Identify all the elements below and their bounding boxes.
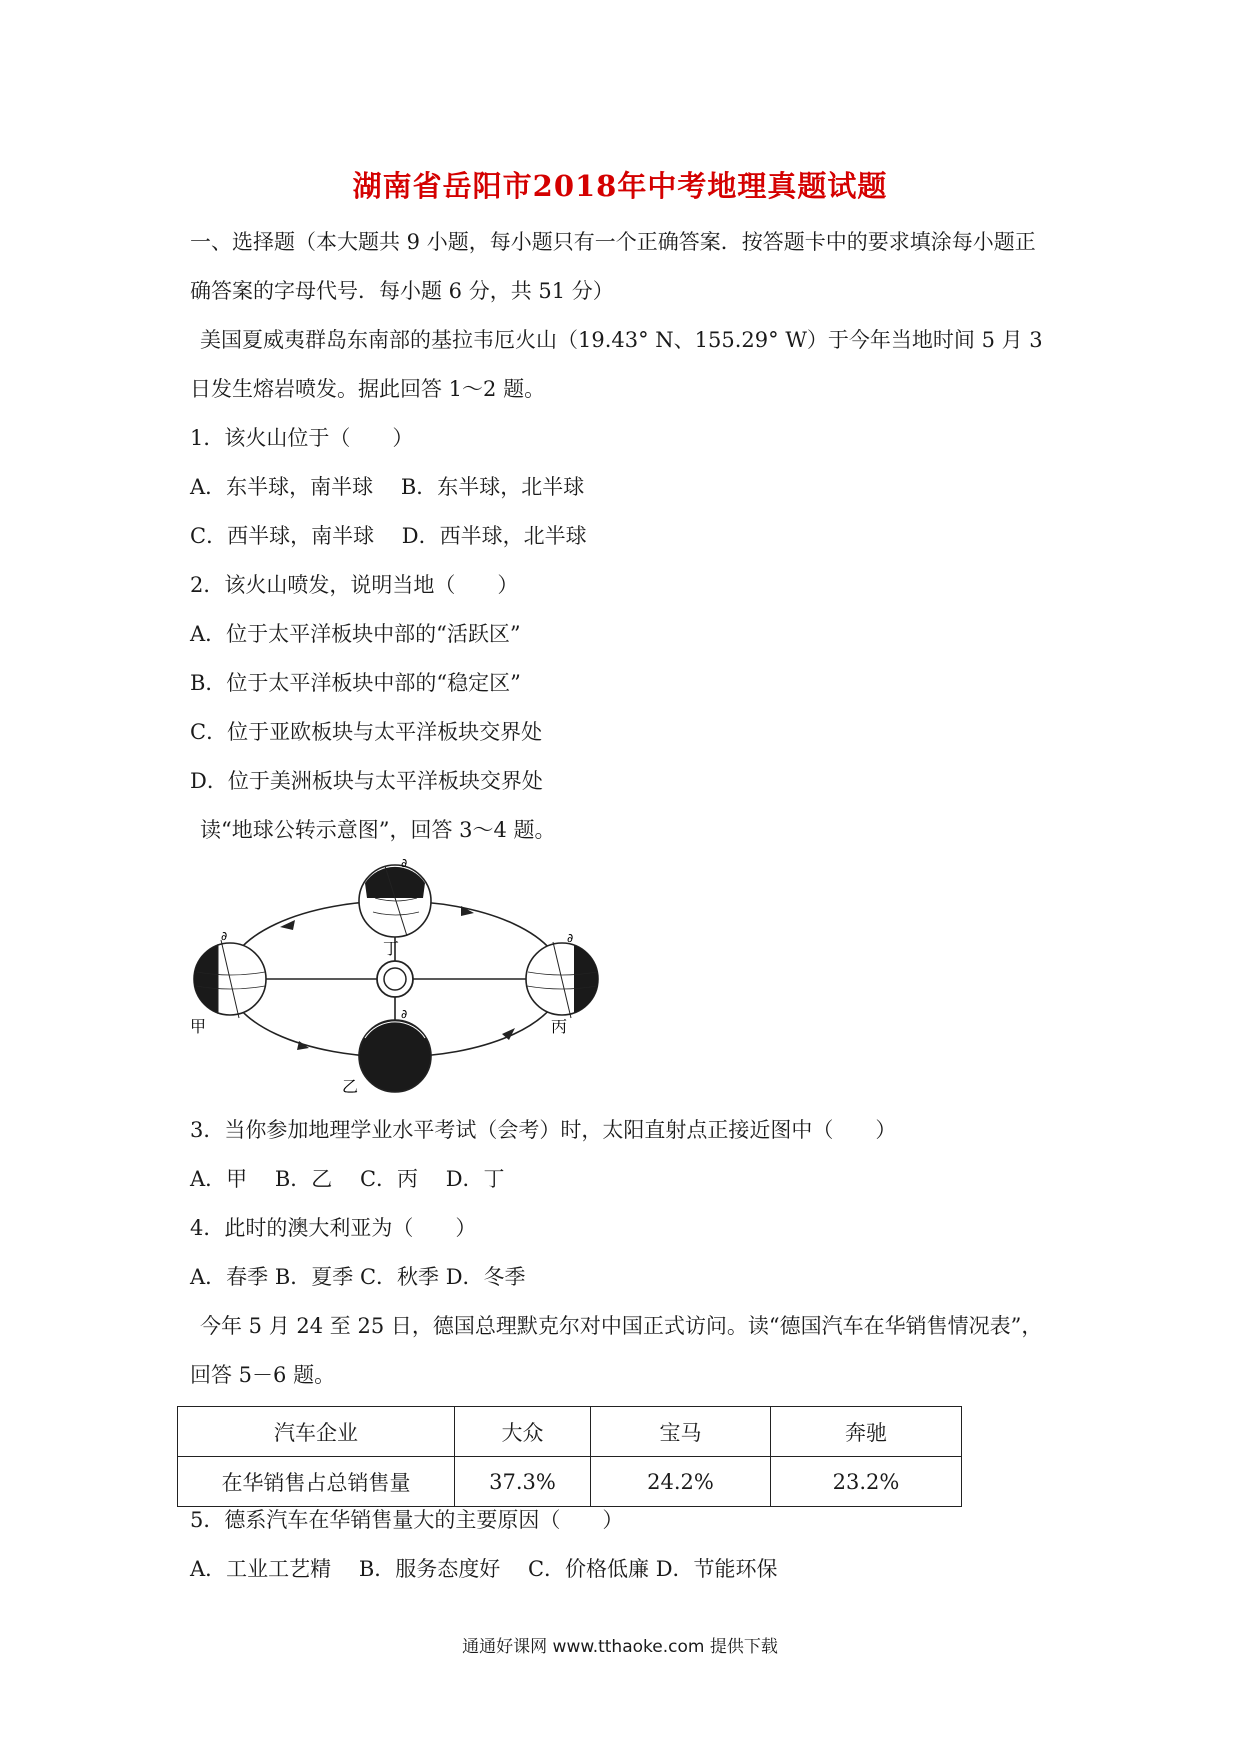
table-header-cell: 宝马 — [591, 1407, 771, 1457]
passage-1-line-2: 日发生熔岩喷发。据此回答 1～2 题。 — [190, 377, 546, 401]
label-bing: 丙 — [551, 1017, 568, 1036]
q2-stem: 2．该火山喷发，说明当地（ ） — [190, 573, 519, 597]
q4-stem: 4．此时的澳大利亚为（ ） — [190, 1216, 477, 1240]
q2-option-d: D．位于美洲板块与太平洋板块交界处 — [190, 769, 543, 793]
earth-yi-icon — [359, 1007, 431, 1092]
q5-options: A．工业工艺精 B．服务态度好 C．价格低廉 D．节能环保 — [190, 1557, 778, 1581]
section-header-line-1: 一、选择题（本大题共 9 小题，每小题只有一个正确答案．按答题卡中的要求填涂每小题正 — [190, 230, 1036, 254]
section-header-line-2: 确答案的字母代号．每小题 6 分，共 51 分） — [190, 279, 614, 303]
q5-stem: 5．德系汽车在华销售量大的主要原因（ ） — [190, 1508, 624, 1532]
table-header-row — [178, 1407, 962, 1457]
table-cell: 23.2% — [771, 1457, 962, 1507]
label-jia: 甲 — [190, 1017, 207, 1036]
earth-revolution-diagram — [185, 856, 625, 1100]
footer-download-note: 通通好课网 www.tthaoke.com 提供下载 — [462, 1637, 778, 1657]
svg-text:∂: ∂ — [567, 931, 574, 945]
earth-bing-icon — [526, 931, 604, 1020]
sun-icon — [377, 961, 413, 997]
earth-jia-icon — [194, 929, 266, 1020]
q2-option-c: C．位于亚欧板块与太平洋板块交界处 — [190, 720, 543, 744]
table-header-cell: 汽车企业 — [178, 1407, 455, 1457]
q3-options: A．甲 B．乙 C．丙 D．丁 — [190, 1167, 505, 1191]
q4-options: A．春季 B．夏季 C．秋季 D．冬季 — [190, 1265, 526, 1289]
car-sales-table — [177, 1406, 962, 1507]
page-title: 湖南省岳阳市2018年中考地理真题试题 — [352, 169, 888, 203]
q2-option-a: A．位于太平洋板块中部的“活跃区” — [190, 622, 521, 646]
table-header-cell: 奔驰 — [771, 1407, 962, 1457]
svg-text:∂: ∂ — [401, 1007, 408, 1021]
q1-options-cd: C．西半球，南半球 D．西半球，北半球 — [190, 524, 587, 548]
table-cell: 在华销售占总销售量 — [178, 1457, 455, 1507]
table-cell: 37.3% — [455, 1457, 591, 1507]
svg-text:∂: ∂ — [401, 856, 408, 870]
passage-2: 读“地球公转示意图”，回答 3～4 题。 — [200, 818, 556, 842]
table-cell: 24.2% — [591, 1457, 771, 1507]
label-ding: 丁 — [383, 939, 400, 958]
label-yi: 乙 — [342, 1077, 359, 1096]
passage-3-line-1: 今年 5 月 24 至 25 日，德国总理默克尔对中国正式访问。读“德国汽车在华销售情况表”， — [200, 1314, 1043, 1338]
table-row — [178, 1457, 962, 1507]
passage-3-line-2: 回答 5－6 题。 — [190, 1363, 336, 1387]
q3-stem: 3．当你参加地理学业水平考试（会考）时，太阳直射点正接近图中（ ） — [190, 1118, 897, 1142]
q1-options-ab: A．东半球，南半球 B．东半球，北半球 — [190, 475, 585, 499]
table-header-cell: 大众 — [455, 1407, 591, 1457]
passage-1-line-1: 美国夏威夷群岛东南部的基拉韦厄火山（19.43° N、155.29° W）于今年当地时间 5 月 3 — [200, 328, 1043, 352]
q1-stem: 1．该火山位于（ ） — [190, 426, 414, 450]
earth-ding-icon — [359, 856, 431, 937]
q2-option-b: B．位于太平洋板块中部的“稳定区” — [190, 671, 521, 695]
svg-text:∂: ∂ — [221, 929, 228, 943]
